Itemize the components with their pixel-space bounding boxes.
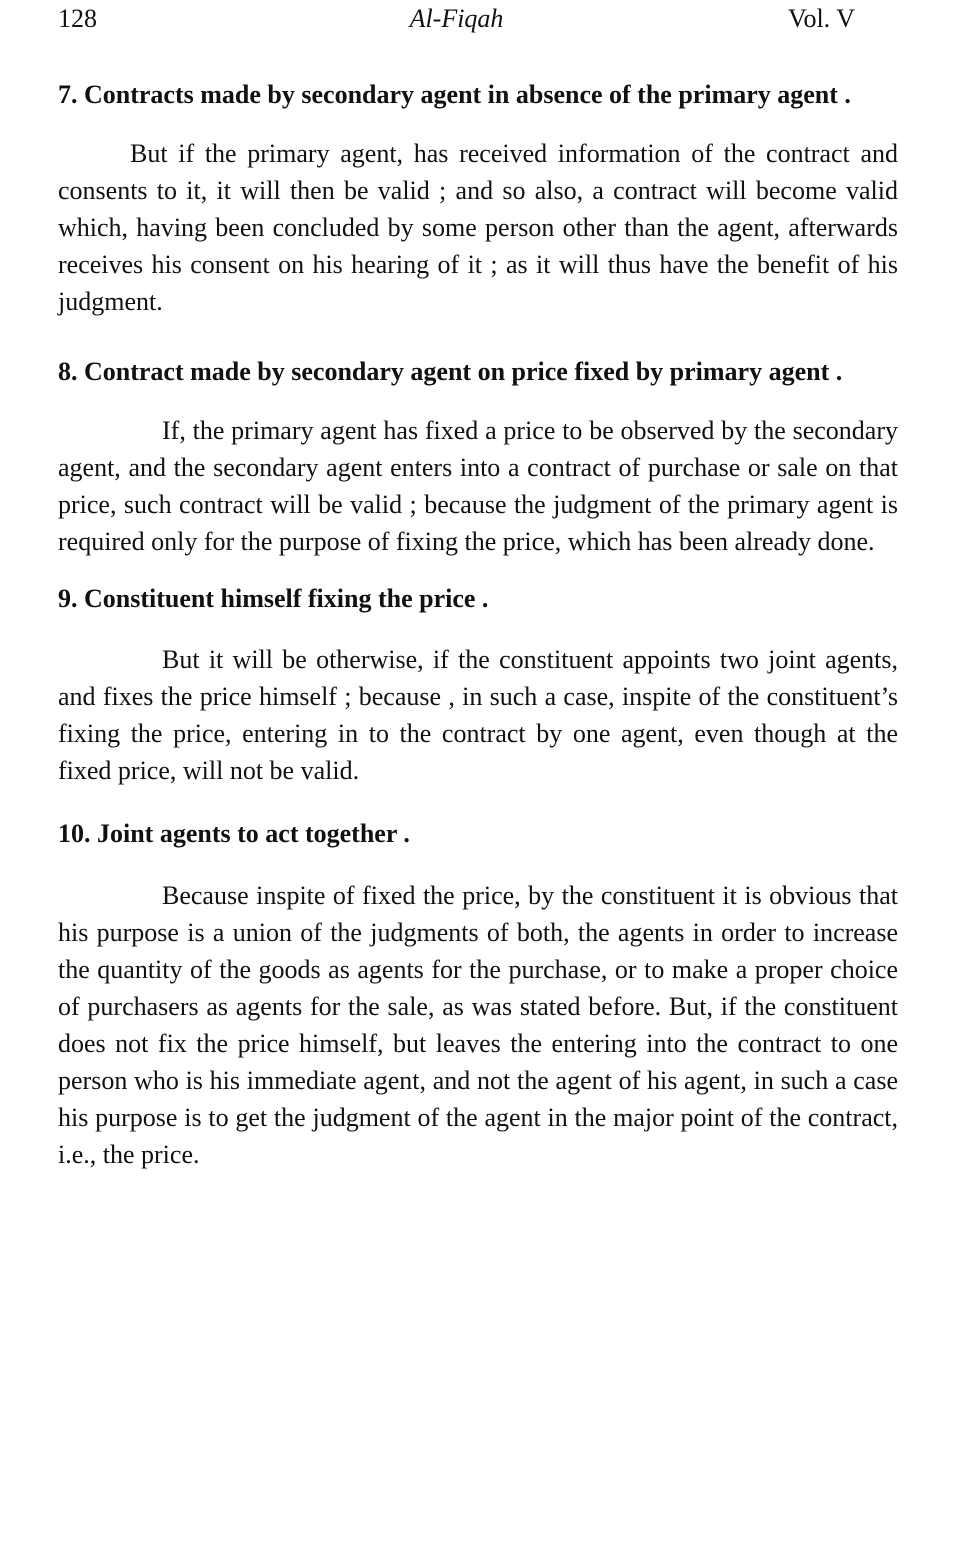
volume-label: Vol. V [788,4,855,33]
page-number: 128 [58,4,97,33]
section-paragraph-9: But it will be otherwise, if the constituent appoints two joint agents, and fixes the price himself ; because , in such a case, inspite of the constituent’s fixing the price, entering in to the contract by one agent, even though at the fixed price, will not be valid. [58,645,898,785]
section-heading-8: 8. Contract made by secondary agent on price fixed by primary agent . [58,357,843,386]
section-heading-7: 7. Contracts made by secondary agent in absence of the primary agent . [58,80,851,109]
page-header [58,4,855,40]
section-paragraph-8: If, the primary agent has fixed a price to be observed by the secondary agent, and the secondary agent enters into a contract of purchase or sale on that price, such contract will be valid ; because the judgment of the primary agent is required only for the purpose of fixing the price, which has been already done. [58,416,898,556]
page-body [58,76,898,1173]
section-heading-9: 9. Constituent himself fixing the price . [58,584,489,613]
section-paragraph-10: Because inspite of fixed the price, by the constituent it is obvious that his purpose is a union of the judgments of both, the agents in order to increase the quantity of the goods as agents for the purchase, or to make a proper choice of purchasers as agents for the sale, as was stated before. But, if the constituent does not fix the price himself, but leaves the entering into the contract to one person who is his immediate agent, and not the agent of his agent, in such a case his purpose is to get the judgment of the agent in the major point of the contract, i.e., the price. [58,881,898,1169]
section-heading-10: 10. Joint agents to act together . [58,819,410,848]
section-paragraph-7: But if the primary agent, has received information of the contract and consents to it, it will then be valid ; and so also, a contract will become valid which, having been concluded by some person other than the agent, afterwards receives his consent on his hearing of it ; as it will thus have the benefit of his judgment. [58,139,898,316]
book-title: Al-Fiqah [409,4,504,33]
